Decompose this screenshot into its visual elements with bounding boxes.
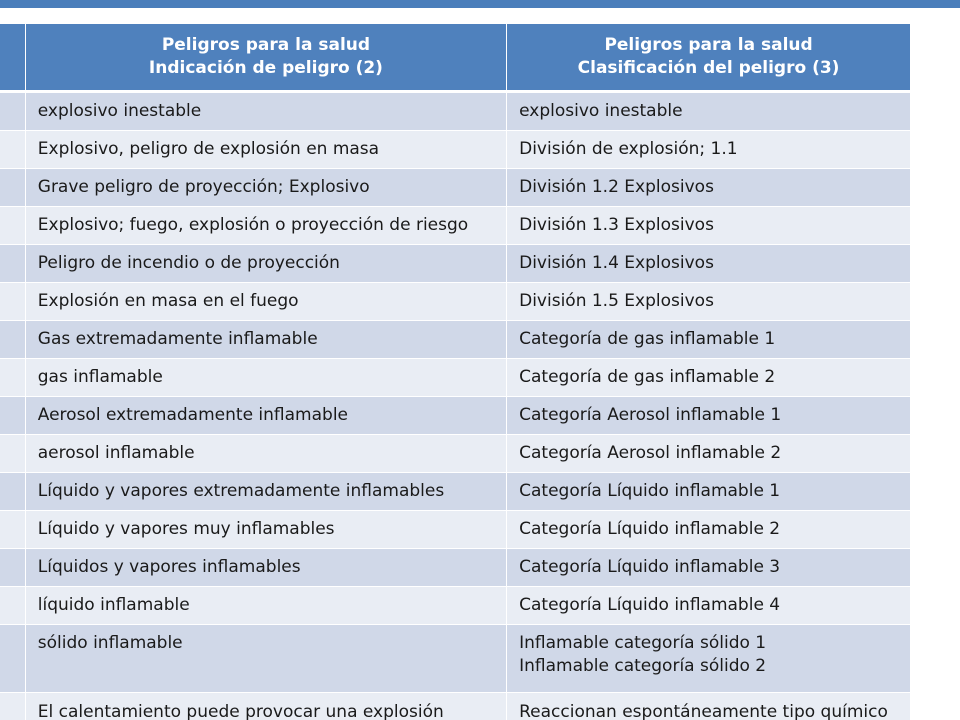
cell-classification: Categoría Aerosol inflamable 1 bbox=[507, 397, 911, 435]
cell-indication: Peligro de incendio o de proyección bbox=[25, 245, 506, 283]
cell-classification: Categoría de gas inflamable 2 bbox=[507, 359, 911, 397]
cell-hazard-code bbox=[0, 397, 25, 435]
cell-indication: sólido inflamable bbox=[25, 625, 506, 693]
cell-hazard-code bbox=[0, 473, 25, 511]
cell-indication: El calentamiento puede provocar una explosión bbox=[25, 693, 506, 720]
table-row bbox=[0, 283, 911, 321]
cell-classification: Reaccionan espontáneamente tipo químico bbox=[507, 693, 911, 720]
table-row bbox=[0, 587, 911, 625]
cell-hazard-code bbox=[0, 359, 25, 397]
table-row bbox=[0, 321, 911, 359]
cell-indication: Grave peligro de proyección; Explosivo bbox=[25, 169, 506, 207]
cell-classification: División 1.2 Explosivos bbox=[507, 169, 911, 207]
table-row bbox=[0, 169, 911, 207]
cell-hazard-code bbox=[0, 511, 25, 549]
cell-hazard-code bbox=[0, 131, 25, 169]
cell-hazard-code bbox=[0, 207, 25, 245]
cell-hazard-code bbox=[0, 435, 25, 473]
header-hazard-classification bbox=[507, 24, 911, 92]
cell-hazard-code bbox=[0, 321, 25, 359]
table-row bbox=[0, 359, 911, 397]
cell-classification: explosivo inestable bbox=[507, 92, 911, 131]
header-hazard-indication bbox=[25, 24, 506, 92]
hazard-table-container bbox=[0, 24, 960, 720]
table-row bbox=[0, 693, 911, 720]
table-header-row bbox=[0, 24, 911, 92]
cell-hazard-code bbox=[0, 283, 25, 321]
cell-classification: División 1.3 Explosivos bbox=[507, 207, 911, 245]
header-classification-line1: Peligros para la salud bbox=[604, 35, 813, 55]
cell-classification: División 1.5 Explosivos bbox=[507, 283, 911, 321]
cell-hazard-code bbox=[0, 549, 25, 587]
table-row bbox=[0, 435, 911, 473]
table-row bbox=[0, 511, 911, 549]
hazard-table bbox=[0, 24, 911, 720]
table-row bbox=[0, 207, 911, 245]
cell-indication: Aerosol extremadamente inflamable bbox=[25, 397, 506, 435]
cell-indication: Líquidos y vapores inflamables bbox=[25, 549, 506, 587]
slide-top-band bbox=[0, 0, 960, 8]
table-row bbox=[0, 397, 911, 435]
header-classification-line2: Clasificación del peligro (3) bbox=[577, 58, 840, 78]
table-row bbox=[0, 625, 911, 693]
header-indication-line2: Indicación de peligro (2) bbox=[148, 58, 383, 78]
cell-hazard-code bbox=[0, 92, 25, 131]
cell-hazard-code bbox=[0, 587, 25, 625]
cell-classification: División 1.4 Explosivos bbox=[507, 245, 911, 283]
cell-indication: Líquido y vapores muy inflamables bbox=[25, 511, 506, 549]
cell-classification: Categoría Líquido inflamable 3 bbox=[507, 549, 911, 587]
cell-classification: Categoría Líquido inflamable 4 bbox=[507, 587, 911, 625]
header-hazard-code bbox=[0, 24, 25, 92]
cell-indication: Explosivo; fuego, explosión o proyección de riesgo bbox=[25, 207, 506, 245]
cell-classification: Inflamable categoría sólido 1 Inflamable categoría sólido 2 bbox=[507, 625, 911, 693]
cell-hazard-code bbox=[0, 169, 25, 207]
table-row bbox=[0, 473, 911, 511]
cell-classification: Categoría Líquido inflamable 1 bbox=[507, 473, 911, 511]
cell-classification: Categoría de gas inflamable 1 bbox=[507, 321, 911, 359]
cell-indication: Explosión en masa en el fuego bbox=[25, 283, 506, 321]
table-row bbox=[0, 131, 911, 169]
cell-hazard-code bbox=[0, 245, 25, 283]
cell-indication: explosivo inestable bbox=[25, 92, 506, 131]
cell-indication: líquido inflamable bbox=[25, 587, 506, 625]
table-row bbox=[0, 92, 911, 131]
header-indication-line1: Peligros para la salud bbox=[161, 35, 371, 55]
cell-hazard-code bbox=[0, 625, 25, 693]
cell-hazard-code bbox=[0, 693, 25, 720]
table-row bbox=[0, 549, 911, 587]
cell-indication: gas inflamable bbox=[25, 359, 506, 397]
cell-indication: Líquido y vapores extremadamente inflamables bbox=[25, 473, 506, 511]
cell-indication: aerosol inflamable bbox=[25, 435, 506, 473]
cell-indication: Gas extremadamente inflamable bbox=[25, 321, 506, 359]
cell-indication: Explosivo, peligro de explosión en masa bbox=[25, 131, 506, 169]
cell-classification: Categoría Aerosol inflamable 2 bbox=[507, 435, 911, 473]
cell-classification: Categoría Líquido inflamable 2 bbox=[507, 511, 911, 549]
cell-classification: División de explosión; 1.1 bbox=[507, 131, 911, 169]
table-row bbox=[0, 245, 911, 283]
